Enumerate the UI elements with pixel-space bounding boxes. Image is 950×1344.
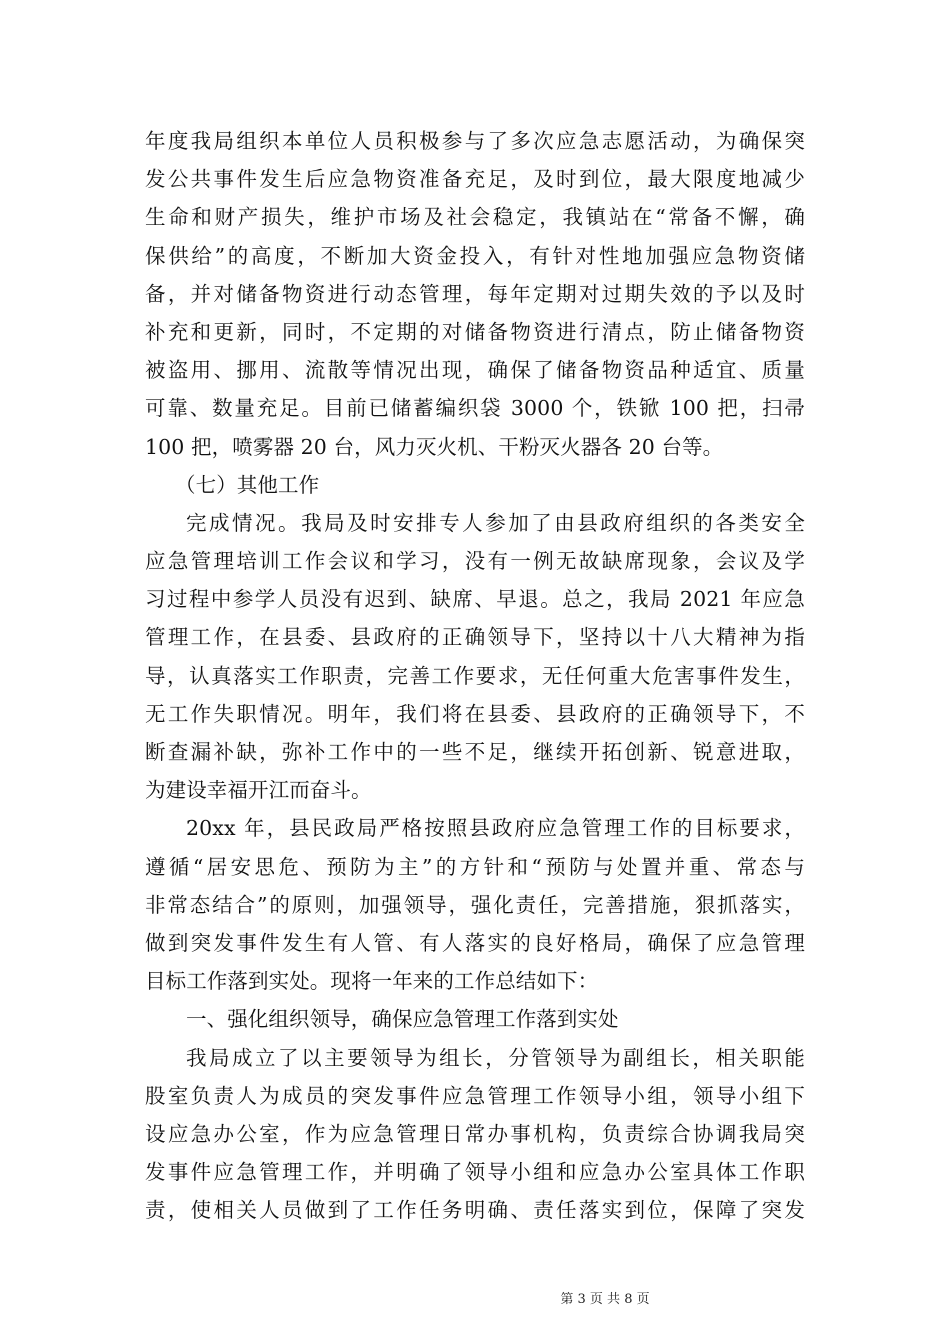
text-line: 无工作失职情况。明年，我们将在县委、县政府的正确领导下，不 [145, 701, 805, 726]
text-line: 目标工作落到实处。现将一年来的工作总结如下： [145, 969, 599, 994]
text-line: 被盗用、挪用、流散等情况出现，确保了储备物资品种适宜、质量 [145, 358, 805, 383]
text-line: 年度我局组织本单位人员积极参与了多次应急志愿活动，为确保突 [145, 129, 805, 153]
section-heading: 一、强化组织领导，确保应急管理工作落到实处 [186, 1007, 619, 1032]
text-line: 20xx 年，县民政局严格按照县政府应急管理工作的目标要求， [186, 816, 805, 841]
text-line: 断查漏补缺，弥补工作中的一些不足，继续开拓创新、锐意进取， [145, 740, 805, 764]
text-line: 应急管理培训工作会议和学习，没有一例无故缺席现象，会议及学 [145, 549, 805, 574]
section-heading: （七）其他工作 [175, 472, 320, 497]
text-line: 导，认真落实工作职责，完善工作要求，无任何重大危害事件发生， [145, 663, 805, 688]
text-line: 股室负责人为成员的突发事件应急管理工作领导小组，领导小组下 [145, 1083, 805, 1108]
text-line: 遵循“居安思危、预防为主”的方针和“预防与处置并重、常态与 [145, 854, 805, 879]
text-line: 补充和更新，同时，不定期的对储备物资进行清点，防止储备物资 [145, 319, 805, 344]
text-line: 发公共事件发生后应急物资准备充足，及时到位，最大限度地减少 [145, 167, 805, 192]
text-line: 管理工作，在县委、县政府的正确领导下，坚持以十八大精神为指 [145, 625, 805, 650]
text-line: 可靠、数量充足。目前已储蓄编织袋 3000 个，铁锨 100 把，扫帚 [145, 396, 805, 421]
text-line: 做到突发事件发生有人管、有人落实的良好格局，确保了应急管理 [145, 930, 805, 955]
text-line: 责，使相关人员做到了工作任务明确、责任落实到位，保障了突发 [145, 1198, 805, 1223]
text-line: 保供给”的高度，不断加大资金投入，有针对性地加强应急物资储 [145, 243, 805, 268]
text-line: 100 把，喷雾器 20 台，风力灭火机、干粉灭火器各 20 台等。 [145, 434, 724, 459]
text-line: 非常态结合”的原则，加强领导，强化责任，完善措施，狠抓落实， [145, 892, 805, 917]
text-line: 完成情况。我局及时安排专人参加了由县政府组织的各类安全 [186, 510, 805, 535]
body-text [145, 122, 805, 1229]
text-line: 习过程中参学人员没有迟到、缺席、早退。总之，我局 2021 年应急 [145, 587, 805, 612]
page-number: 第 3 页 共 8 页 [560, 1292, 650, 1307]
text-line: 为建设幸福开江而奋斗。 [145, 778, 372, 803]
text-line: 备，并对储备物资进行动态管理，每年定期对过期失效的予以及时 [145, 281, 805, 306]
text-line: 我局成立了以主要领导为组长，分管领导为副组长，相关职能 [186, 1045, 805, 1070]
text-line: 设应急办公室，作为应急管理日常办事机构，负责综合协调我局突 [145, 1121, 805, 1146]
text-line: 生命和财产损失，维护市场及社会稳定，我镇站在“常备不懈，确 [145, 205, 805, 230]
text-line: 发事件应急管理工作，并明确了领导小组和应急办公室具体工作职 [145, 1160, 805, 1185]
